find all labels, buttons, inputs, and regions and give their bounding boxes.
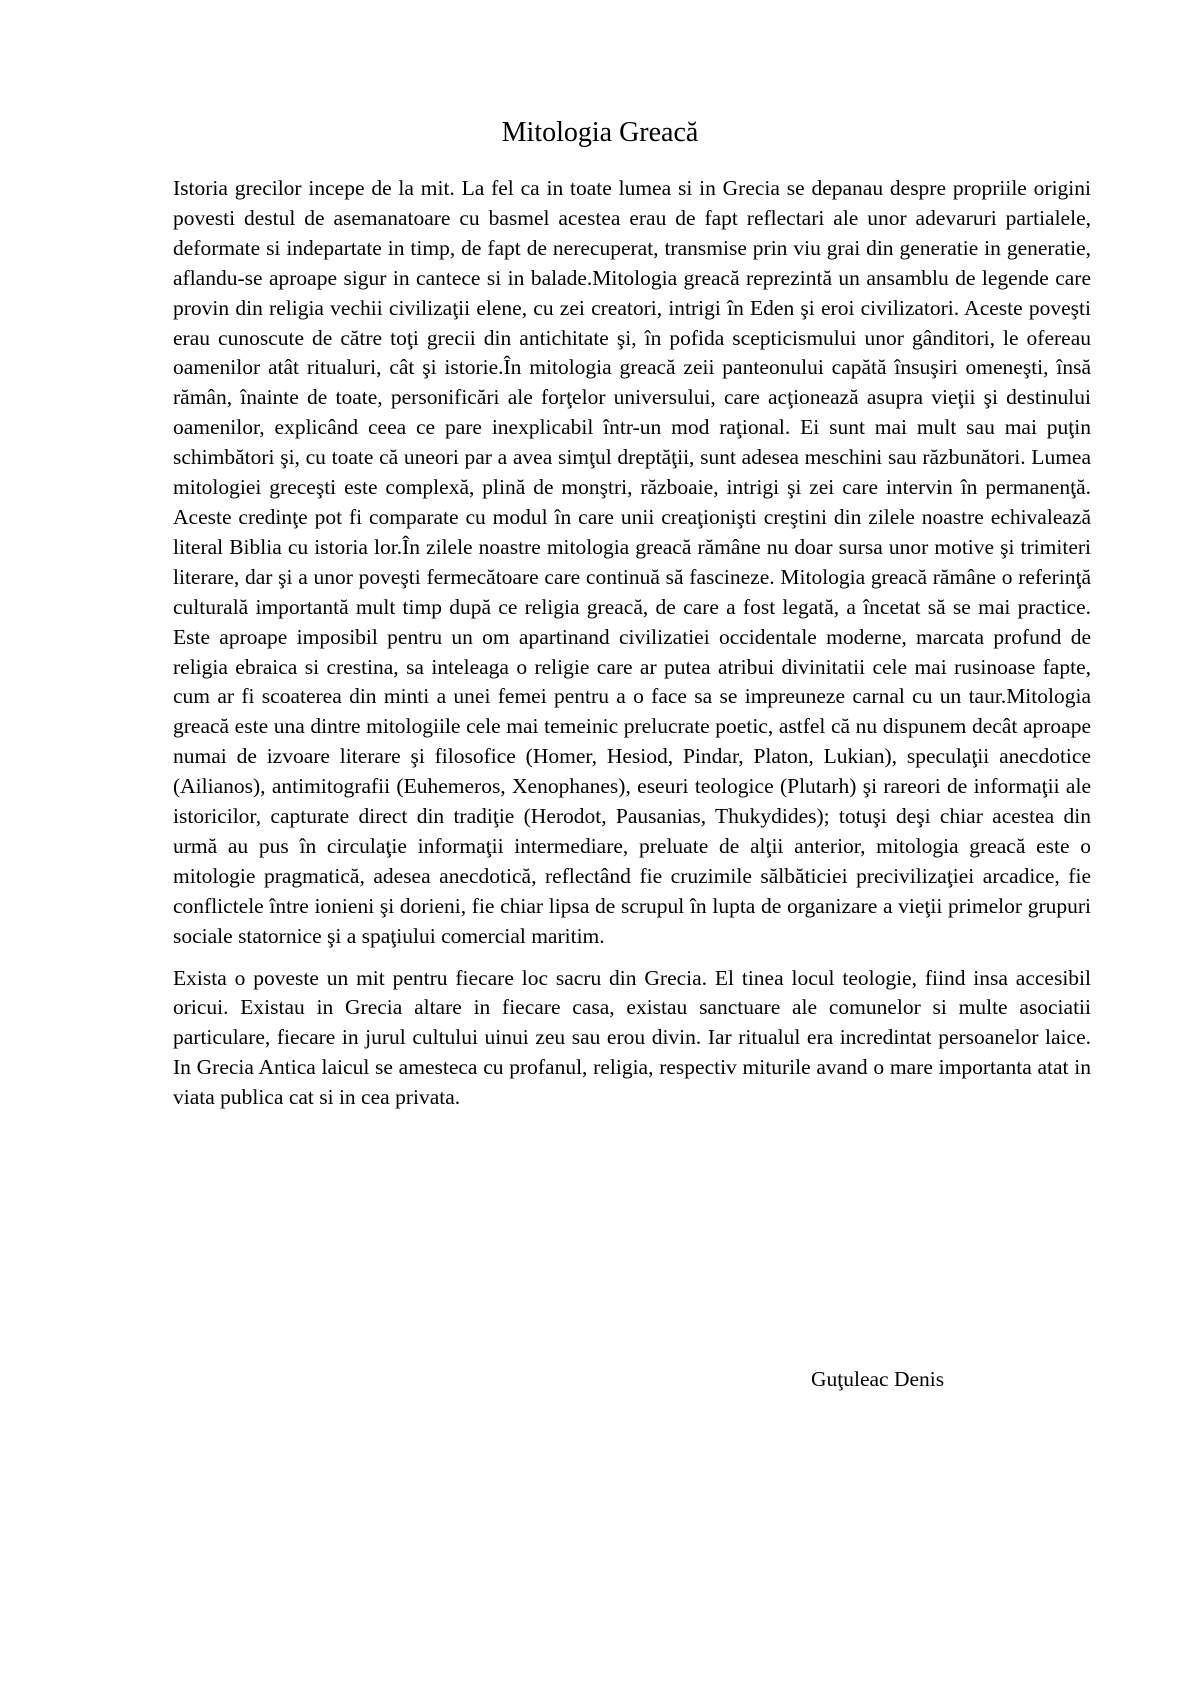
paragraph-2: Exista o poveste un mit pentru fiecare loc sacru din Grecia. El tinea locul teologie, fiind insa accesibil oricui. Existau in Grecia altare in fiecare casa, existau sanctuare ale comunelor si multe asociatii particulare, fiecare in jurul cultului uinui zeu sau erou divin. Iar ritualul era incredintat persoanelor laice. In Grecia Antica laicul se amesteca cu profanul, religia, respectiv miturile avand o mare importanta atat in viata publica cat si in cea privata. (173, 965, 1091, 1110)
document-title: Mitologia Greacă (501, 117, 699, 148)
document-body (173, 174, 1091, 1113)
paragraph-1: Istoria grecilor incepe de la mit. La fel ca in toate lumea si in Grecia se depanau despre propriile origini povesti destul de asemanatoare cu basmel acestea erau de fapt reflectari ale unor adevaruri partialele, deformate si indepartate in timp, de fapt de nerecuperat, transmise prin viu grai din generatie in generatie, aflandu-se aproape sigur in cantece si in balade.Mitologia greacă reprezintă un ansamblu de legende care provin din religia vechii civilizaţii elene, cu zei creatori, intrigi în Eden şi eroi civilizatori. Aceste poveşti erau cunoscute de către toţi grecii din antichitate şi, în pofida scepticismului unor gânditori, le ofereau oamenilor atât ritualuri, cât şi istorie.În mitologia greacă zeii panteonului capătă însuşiri omeneşti, însă rămân, înainte de toate, personificări ale forţelor universului, care acţionează asupra vieţii şi destinului oamenilor, explicând ceea ce pare inexplicabil într-un mod raţional. Ei sunt mai mult sau mai puţin schimbători şi, cu toate că uneori par a avea simţul dreptăţii, sunt adesea meschini sau răzbunători. Lumea mitologiei greceşti este complexă, plină de monştri, războaie, intrigi şi zei care intervin în permanenţă. Aceste credinţe pot fi comparate cu modul în care unii creaţionişti creştini din zilele noastre echivalează literal Biblia cu istoria lor.În zilele noastre mitologia greacă rămâne nu doar sursa unor motive şi trimiteri literare, dar şi a unor poveşti fermecătoare care continuă să fascineze. Mitologia greacă rămâne o referinţă culturală importantă mult timp după ce religia greacă, de care a fost legată, a încetat să se mai practice. Este aproape imposibil pentru un om apartinand civilizatiei occidentale moderne, marcata profund de religia ebraica si crestina, sa inteleaga o religie care ar putea atribui divinitatii cele mai rusinoase fapte, cum ar fi scoaterea din minti a unei femei pentru a o face sa se impreuneze carnal cu un taur.Mitologia greacă este una dintre mitologiile cele mai temeinic prelucrate poetic, astfel că nu dispunem decât aproape numai de izvoare literare şi filosofice (Homer, Hesiod, Pindar, Platon, Lukian), speculaţii anecdotice (Ailianos), antimitografii (Euhemeros, Xenophanes), eseuri teologice (Plutarh) şi rareori de informaţii ale istoricilor, capturate direct din tradiţie (Herodot, Pausanias, Thukydides); totuşi deşi chiar acestea din urmă au pus în circulaţie informaţii intermediare, preluate de alţii anterior, mitologia greacă este o mitologie pragmatică, adesea anecdotică, reflectând fie cruzimile sălbăticiei precivilizaţiei arcadice, fie conflictele între ionieni şi dorieni, fie chiar lipsa de scrupul în lupta de organizare a vieţii primelor grupuri sociale statornice şi a spaţiului comercial maritim. (173, 176, 1091, 948)
author-signature: Guţuleac Denis (811, 1367, 945, 1391)
